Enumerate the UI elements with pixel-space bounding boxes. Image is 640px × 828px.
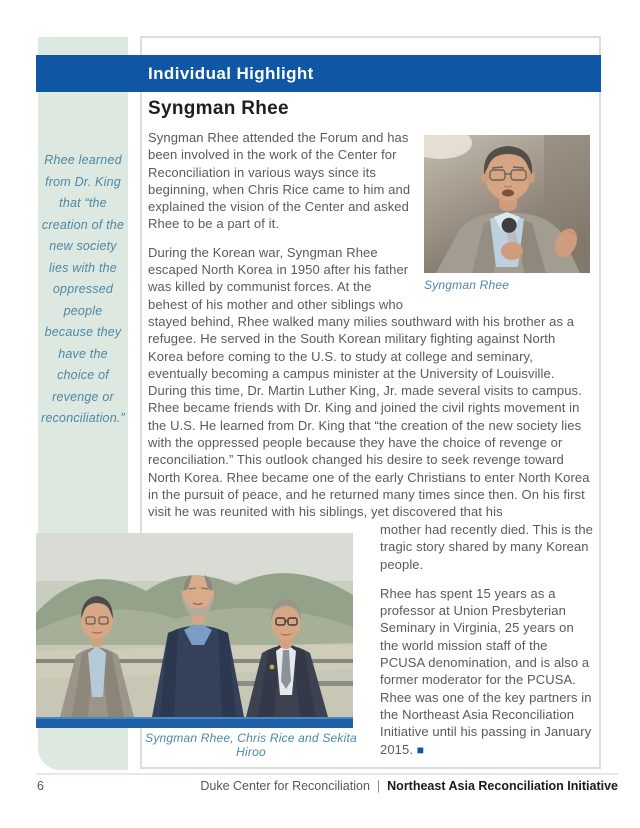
- end-of-article-marker: ■: [416, 742, 425, 757]
- group-photo-block: [36, 533, 353, 728]
- article-paragraph-1: Syngman Rhee attended the Forum and has been involved in the work of the Center for Reconciliation in various ways since its beginning, when Chris Rice came to him and explained the vision of the Center and asked Rhee to be a part of it.: [148, 130, 411, 232]
- section-header-bar: [36, 55, 601, 92]
- portrait-photo-block: [424, 135, 590, 294]
- page-footer: [140, 779, 618, 793]
- footer-initiative-name: Northeast Asia Reconciliation Initiative: [387, 779, 618, 793]
- footer-divider: [36, 773, 618, 775]
- page-number: 6: [37, 779, 44, 793]
- section-header-label: Individual Highlight: [148, 63, 314, 83]
- group-photo: [36, 533, 353, 728]
- article-paragraph-3: Rhee has spent 15 years as a professor at Union Presbyterian Seminary in Virginia, 25 years on the world mission staff of the PCUSA denomination, and is also a former moderator for the PCUSA. Rhee was one of the key partners in the Northeast Asia Reconciliation Initiative until his passing in January 2015. ■: [380, 585, 592, 757]
- article-title: Syngman Rhee: [148, 98, 289, 119]
- group-photo-caption: Syngman Rhee, Chris Rice and Sekita Hiroo: [145, 731, 357, 759]
- footer-separator: |: [376, 779, 381, 793]
- article-body: [148, 129, 590, 532]
- article-paragraph-2: During the Korean war, Syngman Rhee escaped North Korea in 1950 after his father was killed by communist forces. At the behest of his mother and other siblings who stayed behind, Rhee walked many milies southward with his brother as a refugee. He served in the South Korean military fighting against North Korea before coming to the U.S. to study at college and seminary, eventually becoming a campus minister at the University of Louisville. During this time, Dr. Martin Luther King, Jr. made several visits to campus. Rhee became friends with Dr. King and joined the civil rights movement in the U.S. He learned from Dr. King that “the creation of the new society lies with the oppressed people because they have the choice of revenge or reconciliation.” This outlook changed his desire to seek revenge toward North Korea. Rhee became one of the early Christians to enter North Korea in the pursuit of peace, and he returned many times since then. On his first visit he was reunited with his siblings, yet discovered that his: [148, 244, 590, 520]
- article-paragraph-2-continued: mother had recently died. This is the tragic story shared by many Korean people.: [380, 522, 594, 572]
- portrait-photo-caption: Syngman Rhee: [424, 278, 510, 292]
- article-body-continued: [380, 521, 594, 771]
- pull-quote: Rhee learned from Dr. King that “the creation of the new society lies with the oppressed people because they have the choice of revenge or reconciliation.”: [41, 153, 125, 425]
- syngman-rhee-portrait-photo: [424, 135, 590, 273]
- footer-org-name: Duke Center for Reconciliation: [200, 779, 370, 793]
